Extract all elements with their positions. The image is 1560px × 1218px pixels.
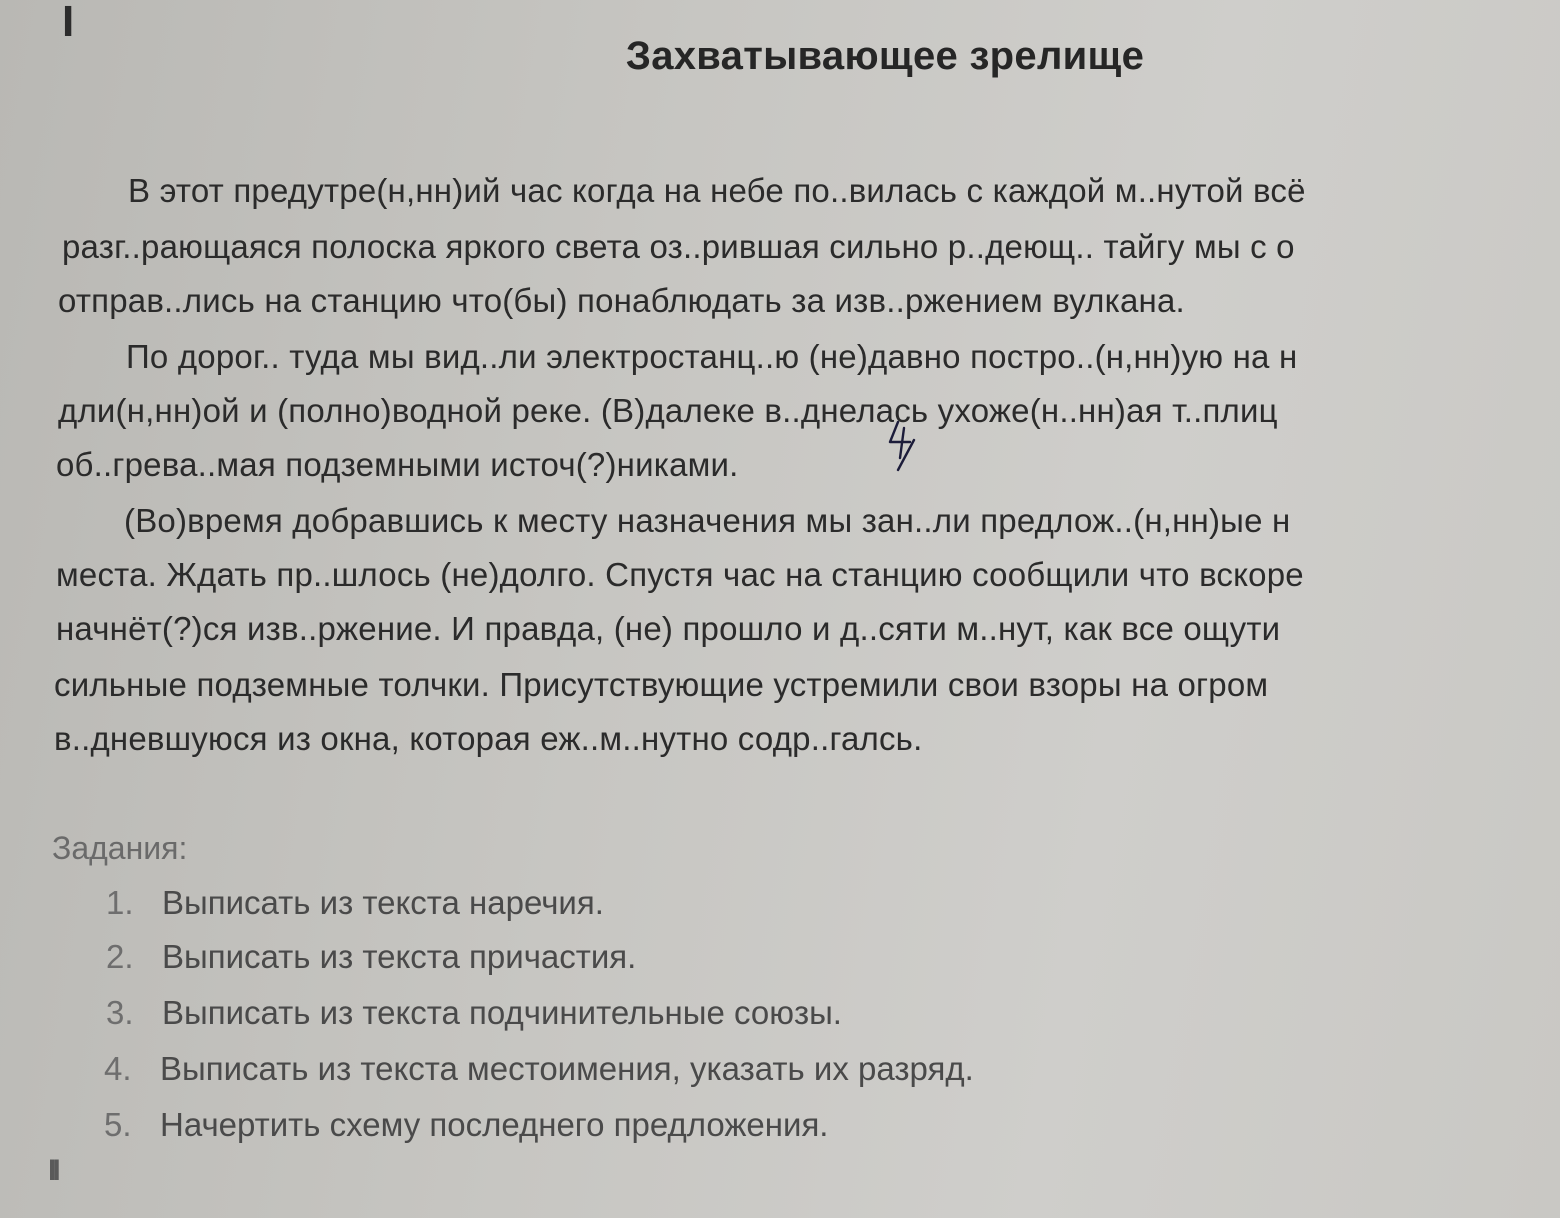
- page-title: Захватывающее зрелище: [625, 34, 1145, 78]
- list-item: [104, 1106, 828, 1144]
- text-line: дли(н,нн)ой и (полно)водной реке. (В)далеке в..днелась ухоже(н..нн)ая т..плиц: [58, 392, 1278, 429]
- text-line: сильные подземные толчки. Присутствующие устремили свои взоры на огром: [54, 666, 1269, 703]
- tasks-heading: Задания:: [52, 830, 188, 866]
- text-line: места. Ждать пр..шлось (не)долго. Спустя час на станцию сообщили что вскоре: [56, 556, 1304, 593]
- section-mark-bottom: II: [48, 1154, 57, 1187]
- task-text: Начертить схему последнего предложения.: [160, 1106, 829, 1143]
- task-number: 4.: [104, 1050, 132, 1087]
- text-line: начнёт(?)ся изв..ржение. И правда, (не) прошло и д..сяти м..нут, как все ощути: [56, 610, 1281, 647]
- list-item: [106, 938, 636, 976]
- task-text: Выписать из текста причастия.: [162, 938, 637, 975]
- list-item: [104, 1050, 974, 1088]
- text-line: разг..рающаяся полоска яркого света оз..рившая сильно р..деющ.. тайгу мы с о: [62, 228, 1295, 265]
- task-number: 2.: [106, 938, 134, 975]
- text-line: (Во)время добравшись к месту назначения мы зан..ли предлож..(н,нн)ые н: [124, 502, 1291, 539]
- task-number: 3.: [106, 994, 134, 1031]
- task-number: 5.: [104, 1106, 132, 1143]
- text-line: отправ..лись на станцию что(бы) понаблюдать за изв..ржением вулкана.: [58, 282, 1185, 319]
- list-item: [106, 994, 842, 1032]
- task-text: Выписать из текста местоимения, указать их разряд.: [160, 1050, 974, 1087]
- task-number: 1.: [106, 884, 134, 921]
- list-item: [106, 884, 604, 922]
- text-line: об..грева..мая подземными источ(?)никами.: [56, 446, 739, 483]
- text-line: в..дневшуюся из окна, которая еж..м..нутно содр..галсь.: [54, 720, 923, 757]
- text-line: В этот предутре(н,нн)ий час когда на небе по..вилась с каждой м..нутой всё: [128, 172, 1306, 209]
- section-mark-top: I: [62, 0, 75, 46]
- handwritten-mark-icon: [884, 418, 924, 474]
- task-text: Выписать из текста подчинительные союзы.: [162, 994, 842, 1031]
- task-text: Выписать из текста наречия.: [162, 884, 604, 921]
- text-line: По дорог.. туда мы вид..ли электростанц..ю (не)давно постро..(н,нн)ую на н: [126, 338, 1298, 375]
